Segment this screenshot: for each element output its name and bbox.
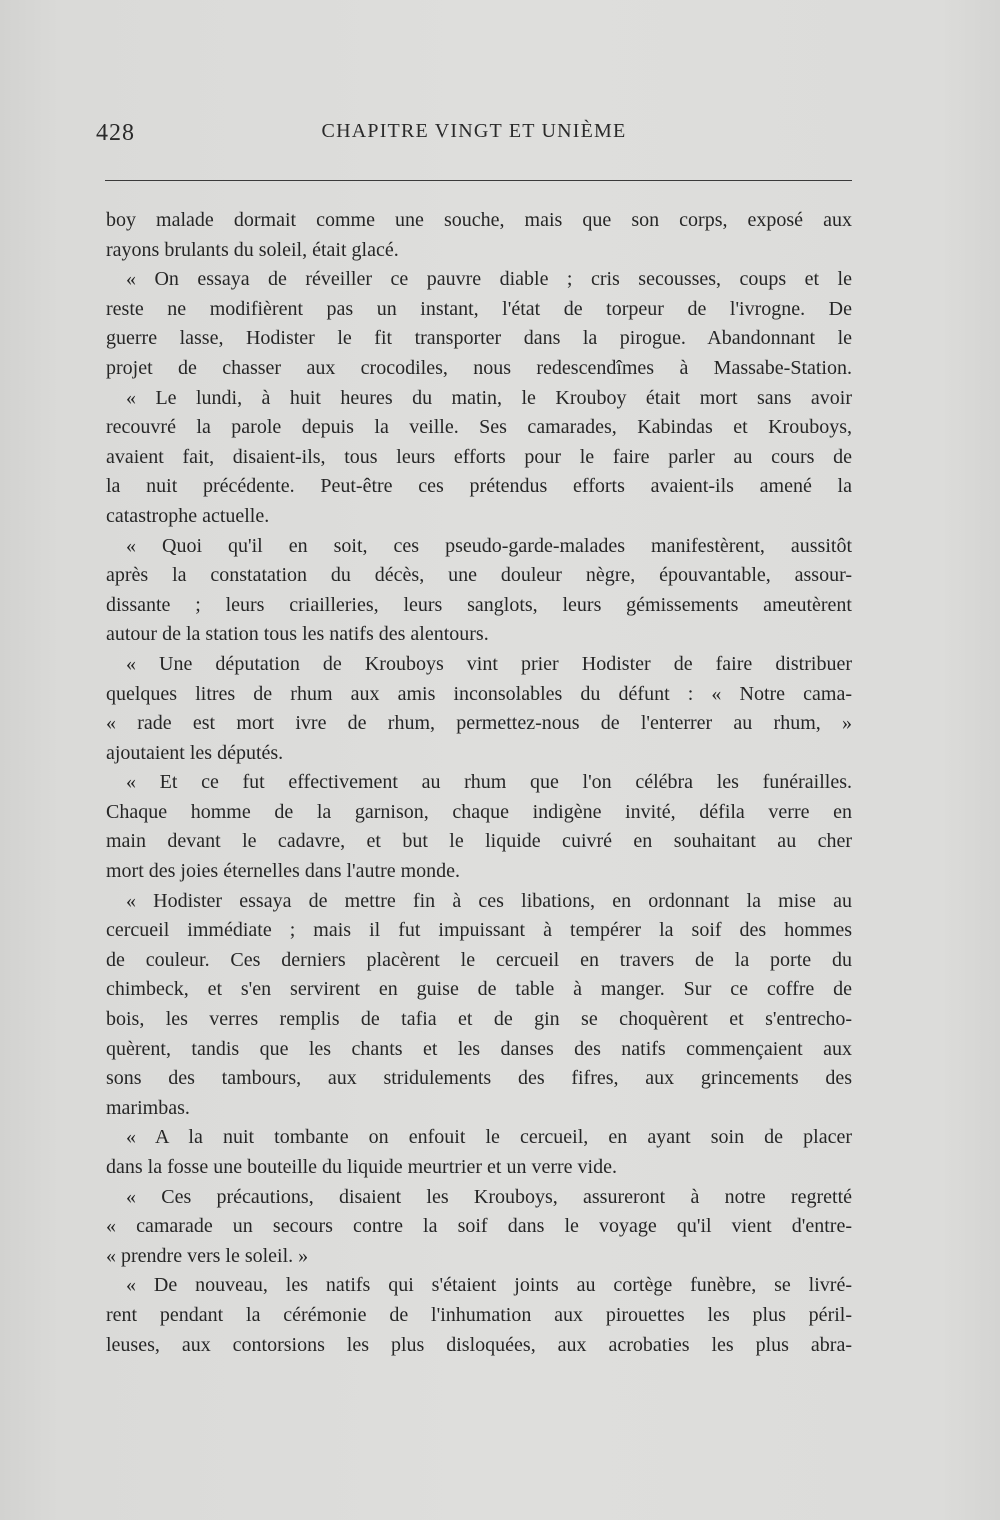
- text-line: « rade est mort ivre de rhum, permettez-nous de l'enterrer au rhum, »: [106, 712, 852, 735]
- page-header: [96, 120, 852, 150]
- text-line: « A la nuit tombante on enfouit le cercueil, en ayant soin de placer: [126, 1126, 852, 1149]
- text-line: « Hodister essaya de mettre fin à ces libations, en ordonnant la mise au: [126, 889, 852, 912]
- running-title: CHAPITRE VINGT ET UNIÈME: [321, 120, 627, 142]
- text-line: autour de la station tous les natifs des alentours.: [106, 623, 489, 646]
- text-line: quèrent, tandis que les chants et les danses des natifs commençaient aux: [106, 1037, 852, 1060]
- header-rule: [105, 180, 852, 181]
- text-line: « Ces précautions, disaient les Krouboys, assureront à notre regretté: [126, 1185, 852, 1208]
- text-line: main devant le cadavre, et but le liquide cuivré en souhaitant au cher: [106, 830, 852, 853]
- text-line: ajoutaient les députés.: [106, 741, 284, 764]
- text-line: « prendre vers le soleil. »: [106, 1244, 309, 1267]
- text-line: la nuit précédente. Peut-être ces prétendus efforts avaient-ils amené la: [106, 475, 852, 498]
- page-number: 428: [96, 120, 135, 146]
- text-line: cercueil immédiate ; mais il fut impuissant à tempérer la soif des hommes: [106, 919, 852, 942]
- text-line: Chaque homme de la garnison, chaque indigène invité, défila verre en: [106, 800, 852, 823]
- text-line: boy malade dormait comme une souche, mais que son corps, exposé aux: [106, 209, 852, 231]
- text-line: « On essaya de réveiller ce pauvre diable ; cris secousses, coups et le: [126, 268, 852, 291]
- text-line: « De nouveau, les natifs qui s'étaient joints au cortège funèbre, se livré-: [126, 1274, 852, 1297]
- text-line: rent pendant la cérémonie de l'inhumation aux pirouettes les plus péril-: [106, 1303, 852, 1326]
- text-line: « Et ce fut effectivement au rhum que l'on célébra les funérailles.: [126, 771, 852, 794]
- text-line: « camarade un secours contre la soif dans le voyage qu'il vient d'entre-: [106, 1215, 852, 1238]
- text-line: mort des joies éternelles dans l'autre monde.: [106, 860, 461, 883]
- text-line: « Une députation de Krouboys vint prier Hodister de faire distribuer: [126, 652, 852, 675]
- text-line: sons des tambours, aux stridulements des fifres, aux grincements des: [106, 1067, 852, 1090]
- text-line: de couleur. Ces derniers placèrent le cercueil en travers de la porte du: [106, 948, 852, 971]
- text-line: reste ne modifièrent pas un instant, l'état de torpeur de l'ivrogne. De: [106, 297, 852, 320]
- text-line: marimbas.: [106, 1096, 190, 1119]
- body-text: [106, 206, 852, 1360]
- text-line: « Le lundi, à huit heures du matin, le Krouboy était mort sans avoir: [126, 386, 852, 409]
- text-line: bois, les verres remplis de tafia et de gin se choquèrent et s'entrecho-: [106, 1008, 852, 1031]
- text-line: chimbeck, et s'en servirent en guise de table à manger. Sur ce coffre de: [106, 978, 852, 1001]
- text-line: quelques litres de rhum aux amis inconsolables du défunt : « Notre cama-: [106, 682, 852, 705]
- text-line: rayons brulants du soleil, était glacé.: [106, 238, 399, 261]
- text-line: guerre lasse, Hodister le fit transporter dans la pirogue. Abandonnant le: [106, 327, 852, 350]
- text-line: dans la fosse une bouteille du liquide meurtrier et un verre vide.: [106, 1156, 617, 1178]
- text-line: leuses, aux contorsions les plus disloquées, aux acrobaties les plus abra-: [106, 1333, 852, 1356]
- text-line: catastrophe actuelle.: [106, 504, 270, 527]
- text-line: recouvré la parole depuis la veille. Ses camarades, Kabindas et Krouboys,: [106, 416, 852, 439]
- text-line: après la constatation du décès, une douleur nègre, épouvantable, assour-: [106, 564, 852, 587]
- text-line: avaient fait, disaient-ils, tous leurs efforts pour le faire parler au cours de: [106, 445, 852, 468]
- text-line: « Quoi qu'il en soit, ces pseudo-garde-malades manifestèrent, aussitôt: [126, 534, 852, 557]
- text-line: dissante ; leurs criailleries, leurs sanglots, leurs gémissements ameutèrent: [106, 593, 852, 616]
- text-line: projet de chasser aux crocodiles, nous redescendîmes à Massabe-Station.: [106, 356, 852, 379]
